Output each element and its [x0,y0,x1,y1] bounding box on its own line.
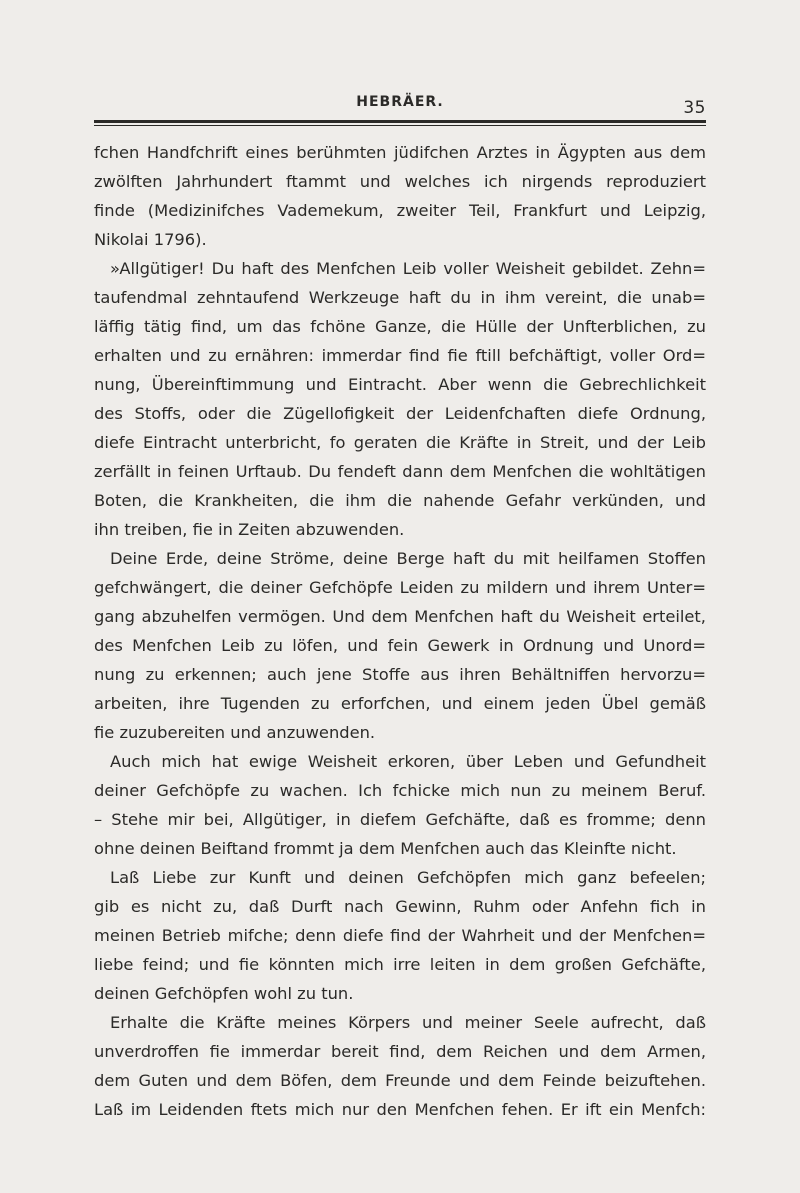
text-line: liebe feind; und fie könnten mich irre leiten in dem großen Gefchäfte, [94,955,706,974]
text-line: fie zuzubereiten und anzuwenden. [94,723,376,742]
text-line: deiner Gefchöpfe zu wachen. Ich fchicke mich nun zu meinem Beruf. [94,781,706,800]
header-rule-thin [94,125,706,126]
text-line: Boten, die Krankheiten, die ihm die nahende Gefahr verkünden, und [94,491,706,510]
text-line: nung zu erkennen; auch jene Stoffe aus ihren Behältniffen hervorzu= [94,665,706,684]
body-paragraphs [94,138,706,1124]
text-line: Deine Erde, deine Ströme, deine Berge haft du mit heilfamen Stoffen [110,549,706,568]
text-line: des Stoffs, oder die Zügellofigkeit der Leidenfchaften diefe Ordnung, [94,404,706,423]
text-line: dem Guten und dem Böfen, dem Freunde und dem Feinde beizuftehen. [94,1071,706,1090]
text-line: ohne deinen Beiftand frommt ja dem Menfchen auch das Kleinfte nicht. [94,839,677,858]
text-line: taufendmal zehntaufend Werkzeuge haft du in ihm vereint, die unab= [94,288,706,307]
text-line: – Stehe mir bei, Allgütiger, in diefem Gefchäfte, daß es fromme; denn [94,810,706,829]
text-line: fchen Handfchrift eines berühmten jüdifchen Arztes in Ägypten aus dem [94,143,706,162]
header-rule-thick [94,120,706,123]
text-line: »Allgütiger! Du haft des Menfchen Leib voller Weisheit gebildet. Zehn= [110,259,706,278]
page-number: 35 [683,98,706,118]
text-line: des Menfchen Leib zu löfen, und fein Gewerk in Ordnung und Unord= [94,636,706,655]
text-line: Laß Liebe zur Kunft und deinen Gefchöpfen mich ganz befeelen; [110,868,706,887]
text-line: erhalten und zu ernähren: immerdar find fie ftill befchäftigt, voller Ord= [94,346,706,365]
text-line: Auch mich hat ewige Weisheit erkoren, über Leben und Gefundheit [110,752,706,771]
text-line: nung, Übereinftimmung und Eintracht. Aber wenn die Gebrechlichkeit [94,375,706,394]
text-line: deinen Gefchöpfen wohl zu tun. [94,984,354,1003]
text-line: unverdroffen fie immerdar bereit find, dem Reichen und dem Armen, [94,1042,706,1061]
text-line: Erhalte die Kräfte meines Körpers und meiner Seele aufrecht, daß [110,1013,706,1032]
text-line: läffig tätig find, um das fchöne Ganze, die Hülle der Unfterblichen, zu [94,317,706,336]
running-head [94,94,706,118]
text-line: Laß im Leidenden ftets mich nur den Menfchen fehen. Er ift ein Menfch: [94,1100,706,1119]
body-text [94,138,706,1124]
text-line: finde (Medizinifches Vademekum, zweiter Teil, Frankfurt und Leipzig, [94,201,706,220]
text-line: gib es nicht zu, daß Durft nach Gewinn, Ruhm oder Anfehn fich in [94,897,706,916]
text-line: gang abzuhelfen vermögen. Und dem Menfchen haft du Weisheit erteilet, [94,607,706,626]
text-line: diefe Eintracht unterbricht, fo geraten die Kräfte in Streit, und der Leib [94,433,706,452]
running-title: HEBRÄER. [356,94,444,110]
text-line: Nikolai 1796). [94,230,207,249]
text-line: arbeiten, ihre Tugenden zu erforfchen, und einem jeden Übel gemäß [94,694,706,713]
text-line: zwölften Jahrhundert ftammt und welches ich nirgends reproduziert [94,172,706,191]
text-line: meinen Betrieb mifche; denn diefe find der Wahrheit und der Menfchen= [94,926,706,945]
text-line: gefchwängert, die deiner Gefchöpfe Leiden zu mildern und ihrem Unter= [94,578,706,597]
text-line: ihn treiben, fie in Zeiten abzuwenden. [94,520,405,539]
text-line: zerfällt in feinen Urftaub. Du fendeft dann dem Menfchen die wohltätigen [94,462,706,481]
